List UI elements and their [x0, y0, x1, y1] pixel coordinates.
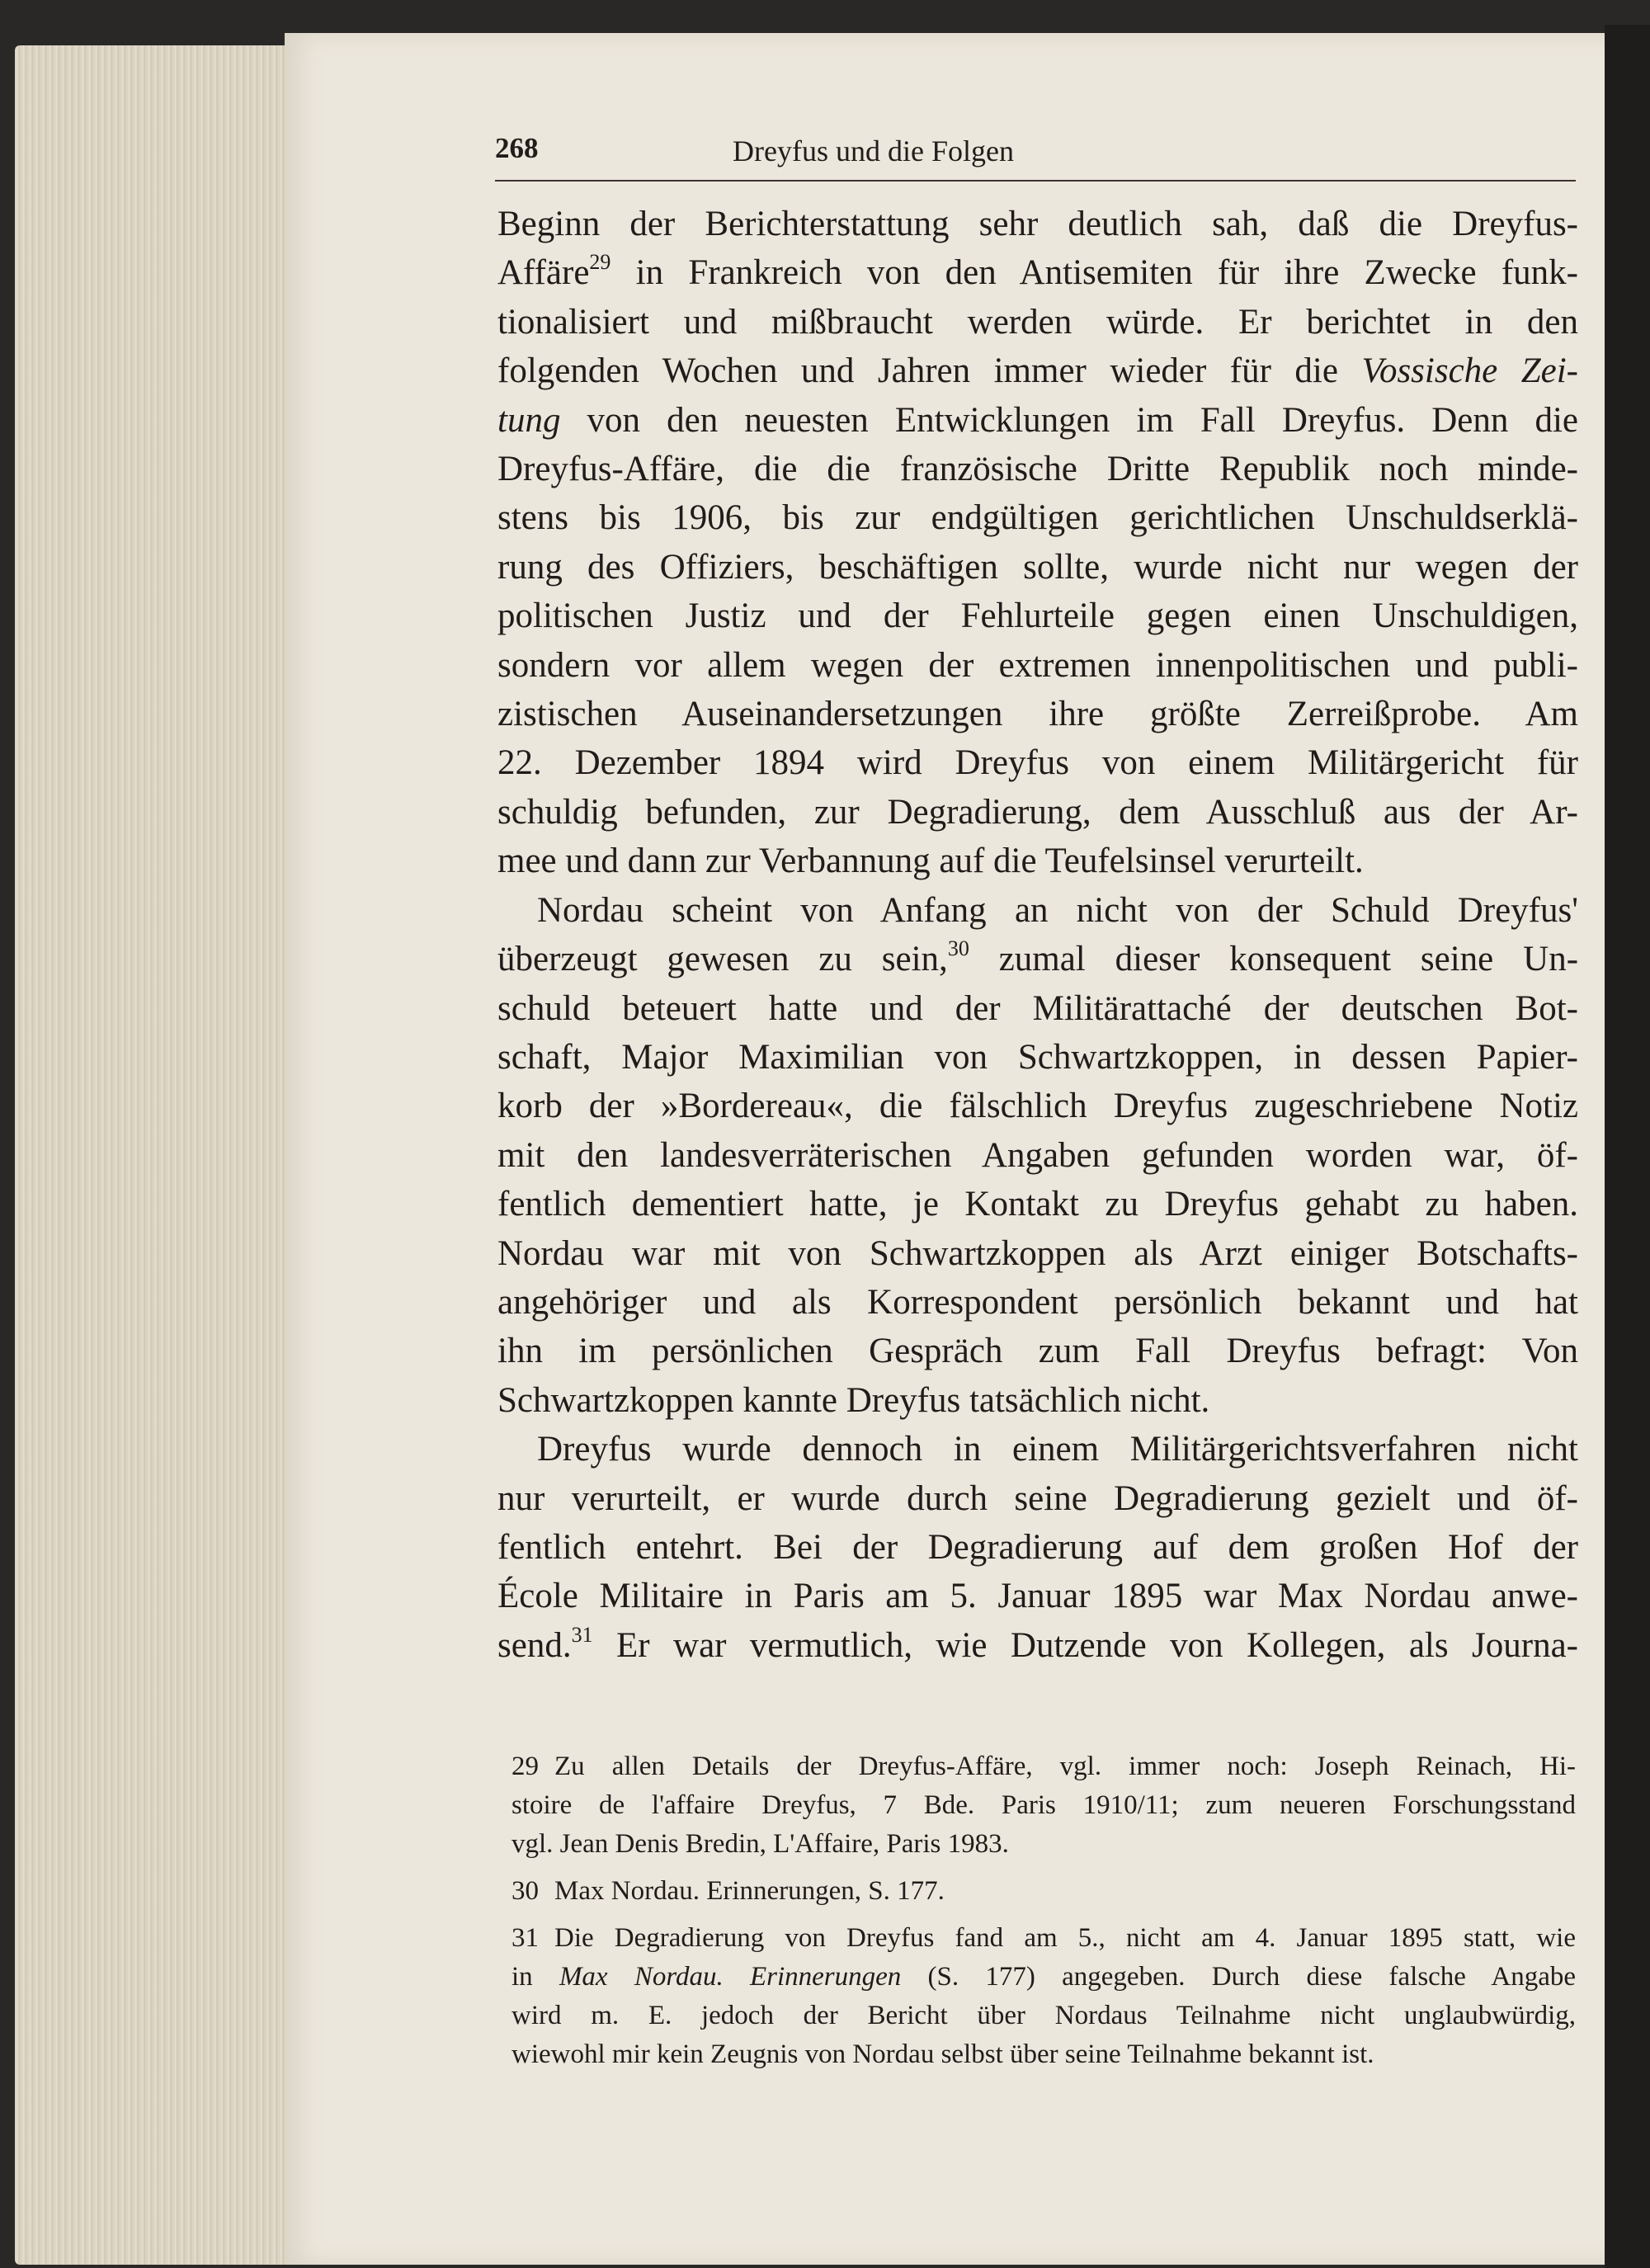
footnote-line [512, 1747, 1576, 1786]
text-line: stens bis 1906, bis zur endgültigen gerichtlichen Unschuldserklä- [497, 498, 1578, 538]
footnote-line [512, 1958, 1576, 1997]
text-span: Max Nordau. Erinnerungen, S. 177. [554, 1876, 945, 1906]
text-span: (S. 177) angegeben. Durch diese falsche Angabe [901, 1962, 1577, 1992]
text-line [497, 396, 1578, 445]
text-line: korb der »Bordereau«, die fälschlich Dreyfus zugeschriebene Notiz [497, 1087, 1578, 1126]
text-span: Die Degradierung von Dreyfus fand am 5., nicht am 4. Januar 1895 statt, wie [554, 1923, 1576, 1953]
text-line: ihn im persönlichen Gespräch zum Fall Dreyfus befragt: Von [497, 1332, 1578, 1371]
italic-title: tung [497, 400, 561, 440]
paragraph-2 [497, 886, 1578, 1425]
text-span: in [512, 1962, 559, 1992]
footnote-line: stoire de l'affaire Dreyfus, 7 Bde. Paris 1910/11; zum neueren Forschungsstand [512, 1790, 1576, 1820]
text-line: 22. Dezember 1894 wird Dreyfus von einem Militärgericht für [497, 743, 1578, 783]
text-line: fentlich entehrt. Bei der Degradierung auf dem großen Hof der [497, 1527, 1578, 1567]
text-span: folgenden Wochen und Jahren immer wieder für die [497, 351, 1362, 391]
running-title: Dreyfus und die Folgen [733, 134, 1014, 167]
footnote-number: 29 [512, 1752, 539, 1781]
page-number: 268 [495, 132, 539, 164]
text-span: Er war vermutlich, wie Dutzende von Kollegen, als Journa- [592, 1625, 1578, 1665]
text-line: tionalisiert und mißbraucht werden würde. Er berichtet in den [497, 302, 1578, 342]
text-line [497, 935, 1578, 983]
text-line [497, 347, 1578, 395]
text-line: politischen Justiz und der Fehlurteile gegen einen Unschuldigen, [497, 596, 1578, 636]
text-span: Affäre [497, 253, 590, 293]
text-line: fentlich dementiert hatte, je Kontakt zu Dreyfus gehabt zu haben. [497, 1185, 1578, 1224]
text-line: rung des Offiziers, beschäftigen sollte, wurde nicht nur wegen der [497, 547, 1578, 587]
text-line: École Militaire in Paris am 5. Januar 1895 war Max Nordau anwe- [497, 1577, 1578, 1616]
footnote-line: wiewohl mir kein Zeugnis von Nordau selbst über seine Teilnahme bekannt ist. [512, 2039, 1374, 2069]
text-line: Schwartzkoppen kannte Dreyfus tatsächlich nicht. [497, 1380, 1210, 1420]
text-span: in Frankreich von den Antisemiten für ihre Zwecke funk- [610, 253, 1578, 293]
page-stack-edge [15, 45, 295, 2265]
page-header [495, 130, 1576, 182]
footnote-number: 30 [512, 1876, 539, 1906]
italic-title: Max Nordau. Erinnerungen [559, 1962, 902, 1992]
footnote-line [512, 1872, 1576, 1911]
footnote-ref-29: 29 [589, 250, 611, 275]
footnote-ref-30: 30 [947, 936, 969, 961]
footnotes [512, 1747, 1576, 2082]
text-line: schuldig befunden, zur Degradierung, dem Ausschluß aus der Ar- [497, 792, 1578, 832]
footnote-30 [512, 1872, 1576, 1911]
text-line [497, 248, 1578, 297]
footnote-line [512, 1919, 1576, 1958]
footnote-line: vgl. Jean Denis Bredin, L'Affaire, Paris 1983. [512, 1829, 1009, 1859]
footnote-number: 31 [512, 1923, 539, 1953]
paragraph-1 [497, 200, 1578, 886]
footnote-line: wird m. E. jedoch der Bericht über Nordaus Teilnahme nicht unglaubwürdig, [512, 2001, 1576, 2030]
scan-border [1605, 25, 1650, 2268]
text-line: Dreyfus-Affäre, die die französische Dritte Republik noch minde- [497, 450, 1578, 489]
text-line: Dreyfus wurde dennoch in einem Militärgerichtsverfahren nicht [537, 1430, 1578, 1469]
text-line: Nordau war mit von Schwartzkoppen als Arzt einiger Botschafts- [497, 1233, 1578, 1273]
text-line: mit den landesverräterischen Angaben gefunden worden war, öf- [497, 1135, 1578, 1175]
text-span: Zu allen Details der Dreyfus-Affäre, vgl. immer noch: Joseph Reinach, Hi- [554, 1752, 1576, 1781]
text-line: mee und dann zur Verbannung auf die Teufelsinsel verurteilt. [497, 842, 1364, 881]
paragraph-3 [497, 1425, 1578, 1670]
text-span: send. [497, 1625, 572, 1665]
text-span: von den neuesten Entwicklungen im Fall Dreyfus. Denn die [560, 400, 1578, 440]
text-line: nur verurteilt, er wurde durch seine Degradierung gezielt und öf- [497, 1478, 1578, 1518]
footnote-29 [512, 1747, 1576, 1864]
text-line [497, 1621, 1578, 1670]
footnote-ref-31: 31 [571, 1622, 593, 1647]
text-line: zistischen Auseinandersetzungen ihre größte Zerreißprobe. Am [497, 695, 1578, 734]
footnote-31 [512, 1919, 1576, 2074]
text-line: sondern vor allem wegen der extremen innenpolitischen und publi- [497, 645, 1578, 685]
text-span: zumal dieser konsequent seine Un- [969, 940, 1579, 979]
main-text [497, 200, 1578, 1670]
text-line: schaft, Major Maximilian von Schwartzkoppen, in dessen Papier- [497, 1037, 1578, 1077]
text-span: überzeugt gewesen zu sein, [497, 940, 948, 979]
italic-title: Vossische Zei- [1361, 351, 1579, 391]
text-line: Beginn der Berichterstattung sehr deutlich sah, daß die Dreyfus- [497, 205, 1578, 243]
text-line: angehöriger und als Korrespondent persönlich bekannt und hat [497, 1282, 1578, 1322]
text-line: schuld beteuert hatte und der Militärattaché der deutschen Bot- [497, 988, 1578, 1028]
text-line: Nordau scheint von Anfang an nicht von der Schuld Dreyfus' [537, 890, 1578, 930]
